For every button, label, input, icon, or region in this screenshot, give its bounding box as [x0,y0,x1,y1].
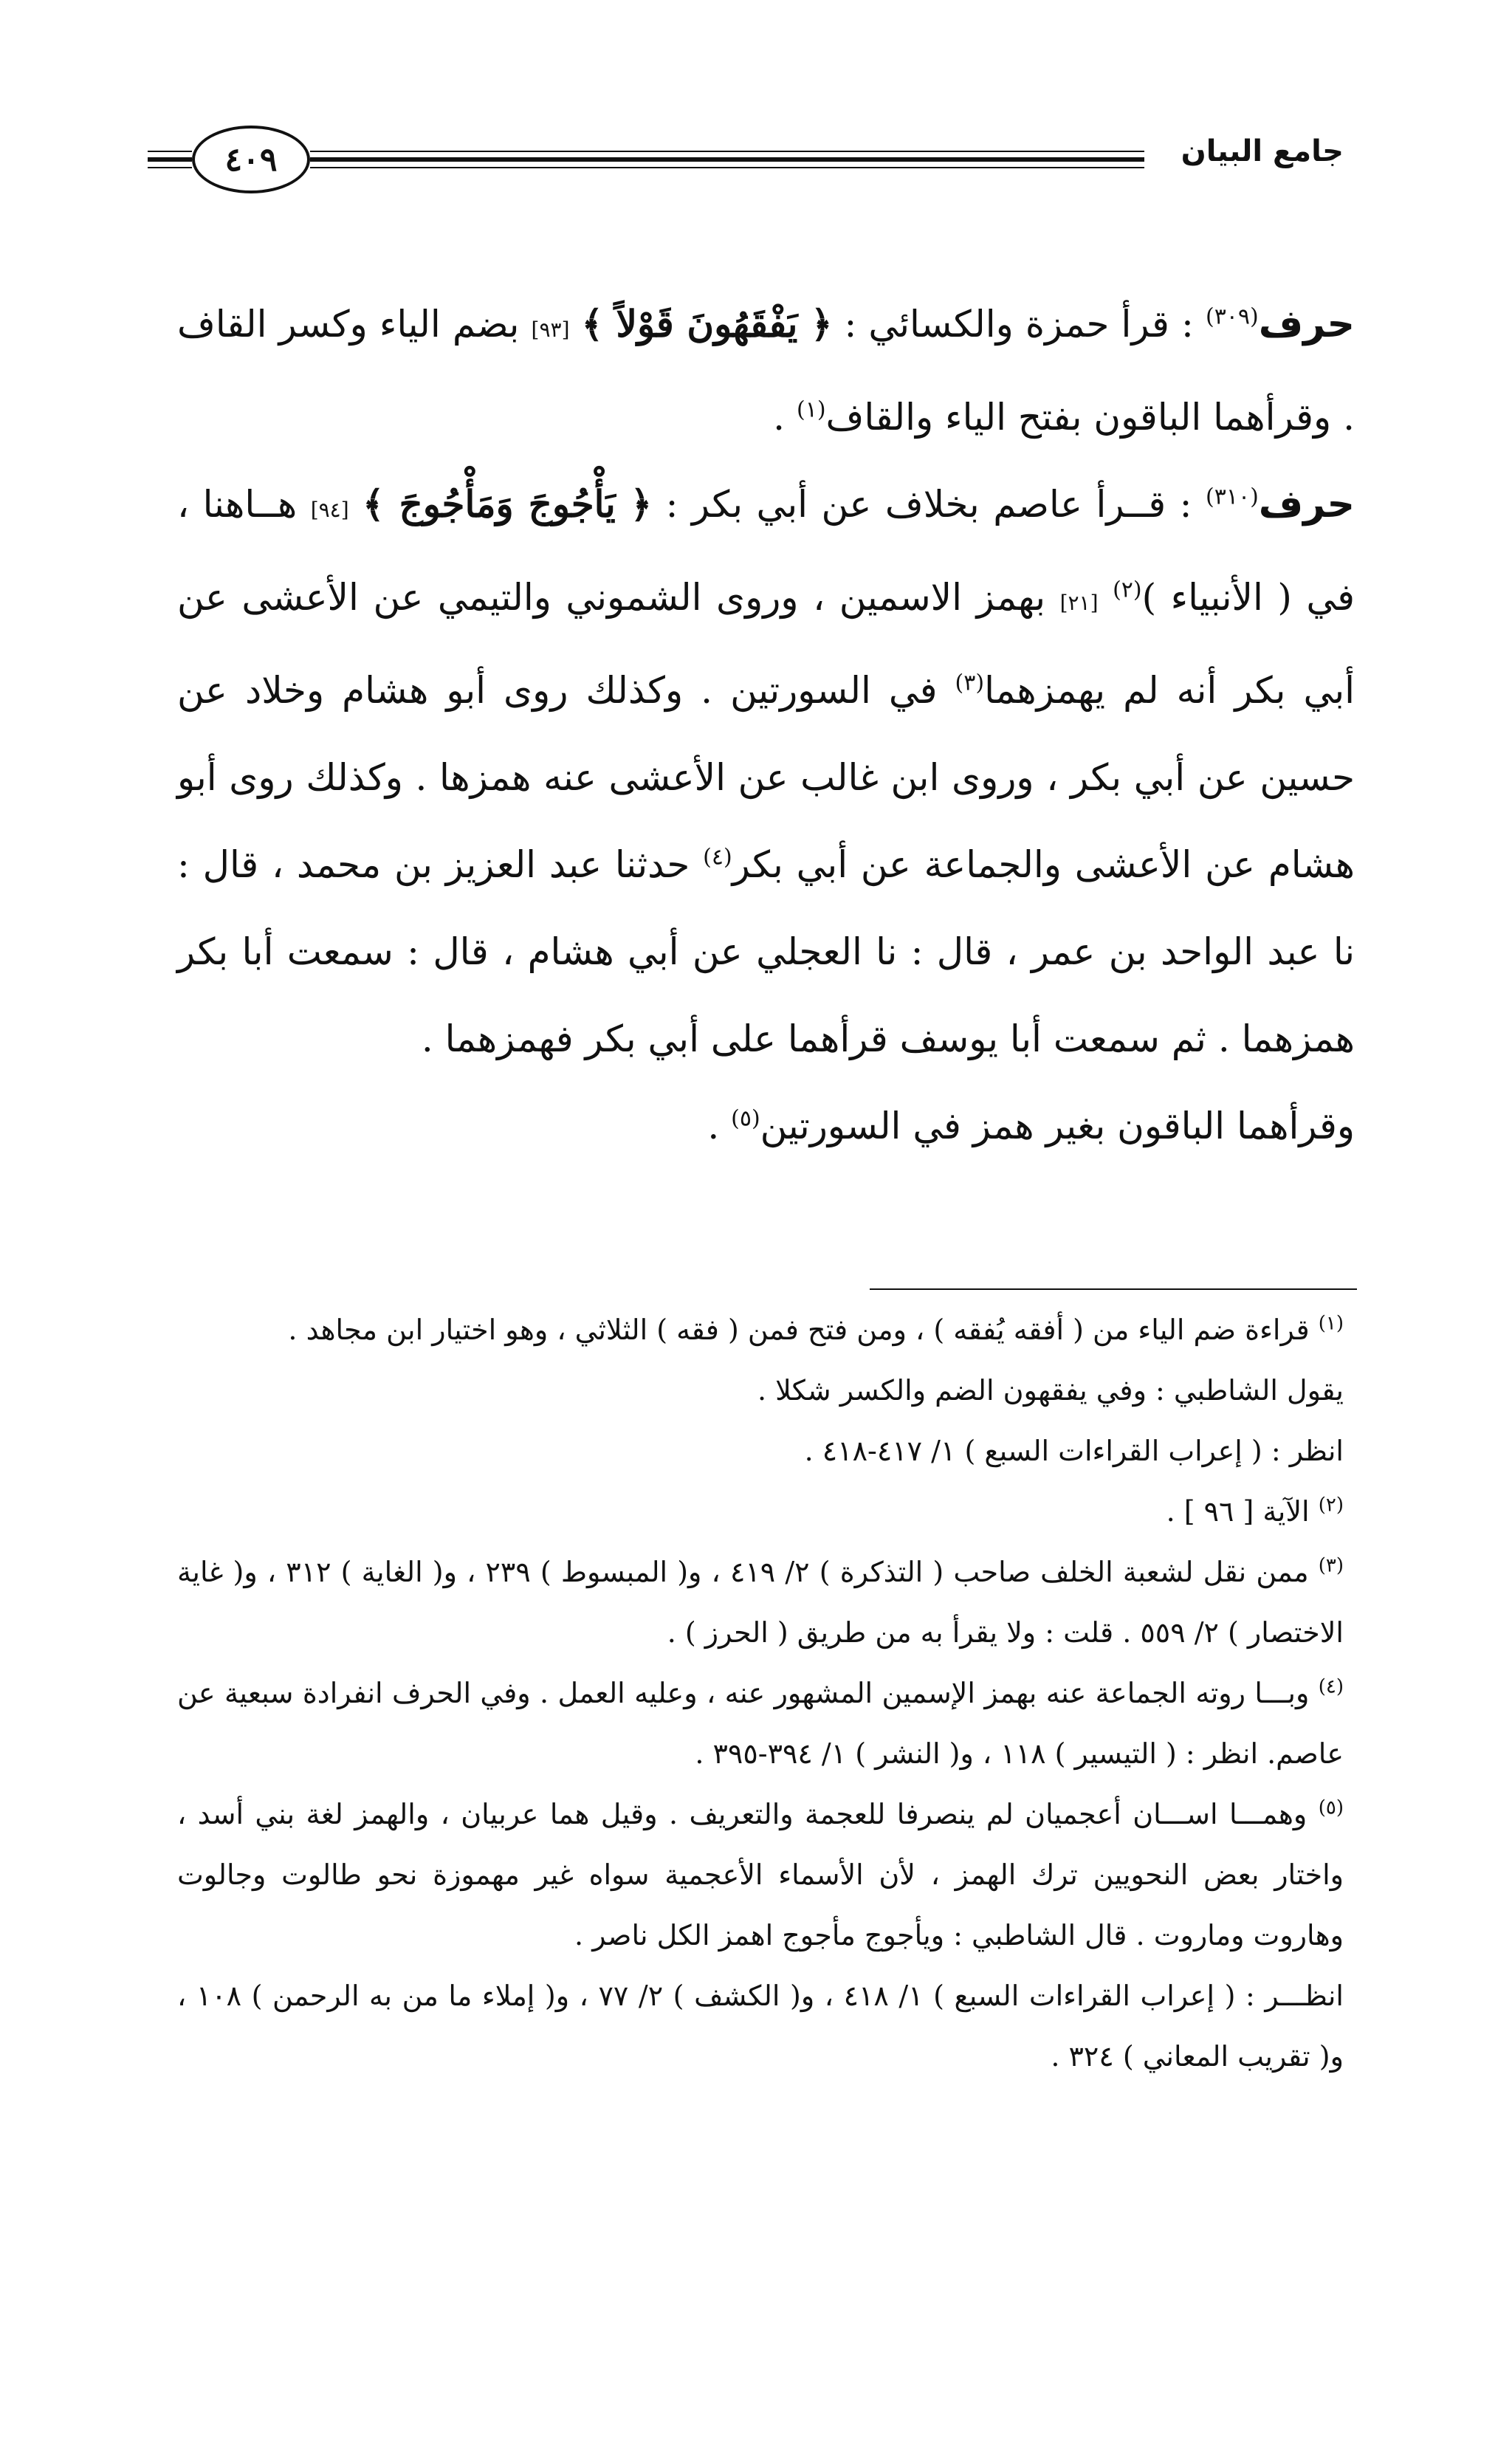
paragraph-harf-310 [177,461,1355,1082]
footnote-1-cont [177,1421,1344,1481]
ayah-number: [٩٣] [531,317,570,342]
header-rule [148,151,192,152]
quran-verse: ﴿ يَأْجُوجَ وَمَأْجُوجَ ﴾ [362,482,653,526]
page-header [148,126,1344,199]
footnote-number: (٤) [1318,1675,1344,1698]
header-rule [310,151,1144,152]
text-segment: وقرأهما الباقون بغير همز في السورتين [760,1105,1355,1147]
text-segment: هــاهنا ، في ( الأنبياء ) [177,483,1355,619]
footnote-line: يقول الشاطبي : وفي يفقهون الضم والكسر شكلا . [757,1374,1344,1407]
footnote-2 [177,1481,1344,1542]
header-rule [310,167,1144,168]
harf-label: حرف [1258,482,1355,526]
ayah-number: [٩٤] [310,498,349,522]
footnote-number: (١) [1318,1312,1344,1335]
quran-verse: ﴿ يَفْقَهُونَ قَوْلاً ﴾ [581,302,833,346]
book-title: جامع البيان [1181,134,1344,168]
footnote-line: وهمـــا اســـان أعجميان لم ينصرفا للعجمة والتعريف . وقيل هما عربيان ، والهمز لغة بني أسد ، واختار بعض النحويين ترك الهمز ، لأن الأسماء الأعجمية سواه غير مهموزة نحو طالوت وجالوت وهاروت وماروت . قال الشاطبي : ويأجوج مأجوج اهمز الكل ناصر . [177,1798,1344,1951]
footnote-5-cont [177,1966,1344,2087]
footnote-line: انظر : ( إعراب القراءات السبع ) ١/ ٤١٧-٤١٨ . [804,1435,1344,1467]
footnote-ref[interactable]: (٥) [731,1105,760,1132]
footnote-line: الآية [ ٩٦ ] . [1166,1495,1310,1528]
harf-number: (٣١٠) [1206,484,1259,510]
footnote-line: ممن نقل لشعبة الخلف صاحب ( التذكرة ) ٢/ ٤١٩ ، و( المبسوط ) ٢٣٩ ، و( الغاية ) ٣١٢ ، و( غاية الاختصار ) ٢/ ٥٥٩ . قلت : ولا يقرأ به من طريق ( الحرز ) . [177,1556,1344,1649]
footnote-3 [177,1542,1344,1663]
header-rule [148,167,192,168]
footnote-separator [870,1288,1357,1290]
footnote-1 [177,1300,1344,1360]
footnote-number: (٣) [1318,1554,1344,1577]
footnote-ref[interactable]: (٢) [1113,577,1142,603]
footnote-line: قراءة ضم الياء من ( أفقه يُفقه ) ، ومن فتح فمن ( فقه ) الثلاثي ، وهو اختيار ابن مجاهد . [288,1314,1310,1346]
footnote-1-cont [177,1360,1344,1421]
header-rule [148,157,192,162]
harf-number: (٣٠٩) [1205,303,1259,330]
footnotes [177,1300,1344,2087]
footnote-5 [177,1784,1344,1966]
paragraph-closing [177,1082,1355,1170]
footnote-4 [177,1663,1344,1784]
footnote-ref[interactable]: (٤) [703,844,732,871]
paragraph-harf-309 [177,281,1355,461]
text-segment: بضم الياء وكسر القاف . وقرأهما الباقون بفتح الياء والقاف [177,303,1355,439]
page-number: ٤٠٩ [192,126,310,193]
footnote-ref[interactable]: (٣) [955,670,985,696]
harf-label: حرف [1258,302,1355,346]
footnote-ref[interactable]: (١) [796,396,826,423]
ayah-number: [٢١] [1059,591,1099,615]
footnote-number: (٥) [1318,1796,1344,1819]
footnote-line: انظـــر : ( إعراب القراءات السبع ) ١/ ٤١٨ ، و( الكشف ) ٢/ ٧٧ ، و( إملاء ما من به الرحمن ) ١٠٨ ، و( تقريب المعاني ) ٣٢٤ . [177,1980,1344,2073]
text-segment: . [773,396,797,439]
main-text [177,281,1355,1170]
footnote-number: (٢) [1318,1494,1344,1517]
text-segment: حدثنا عبد العزيز بن محمد ، قال : نا عبد الواحد بن عمر ، قال : نا العجلي عن أبي هشام ، قال : سمعت أبا بكر همزهما . ثم سمعت أبا يوسف قرأهما على أبي بكر فهمزهما . [177,843,1355,1060]
text-segment: في السورتين . وكذلك روى أبو هشام وخلاد عن حسين عن أبي بكر ، وروى ابن غالب عن الأعشى عنه همزها . وكذلك روى أبو هشام عن الأعشى والجماعة عن أبي بكر [177,669,1355,886]
text-segment: بهمز الاسمين ، وروى الشموني والتيمي عن الأعشى عن أبي بكر أنه لم يهمزهما [177,576,1355,712]
text-segment: : قــرأ عاصم بخلاف عن أبي بكر : [652,483,1206,526]
footnote-line: وبـــا روته الجماعة عنه بهمز الإسمين المشهور عنه ، وعليه العمل . وفي الحرف انفرادة سبعية عن عاصم. انظر : ( التيسير ) ١١٨ ، و( النشر ) ١/ ٣٩٤-٣٩٥ . [177,1677,1344,1770]
header-rule [310,157,1144,162]
text-segment: : قرأ حمزة والكسائي : [832,303,1206,346]
text-segment: . [707,1105,732,1147]
